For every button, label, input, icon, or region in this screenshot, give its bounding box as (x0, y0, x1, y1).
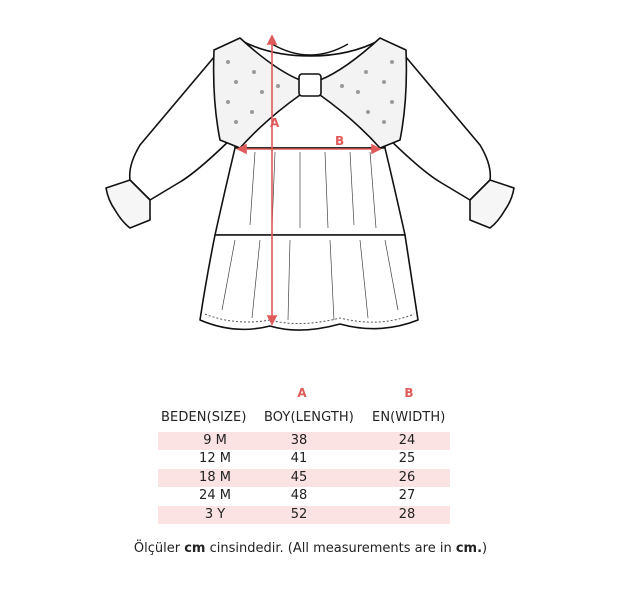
cell-length: 41 (290, 451, 308, 466)
column-letter-b: B (404, 386, 414, 400)
header-width: EN(WIDTH) (372, 410, 446, 425)
measure-label-b: B (335, 134, 345, 148)
note-unit: cm (184, 541, 206, 556)
cell-width: 25 (398, 451, 416, 466)
cell-size: 9 M (203, 433, 227, 448)
note-middle: cinsindedir. (All measurements are in (205, 541, 456, 556)
table-row (158, 506, 450, 524)
cell-size: 12 M (199, 451, 231, 466)
header-size: BEDEN(SIZE) (161, 410, 247, 425)
cell-width: 26 (398, 470, 416, 485)
note-unit-2: cm. (455, 541, 483, 556)
cell-length: 45 (290, 470, 308, 485)
cell-length: 38 (290, 433, 308, 448)
measurement-note (0, 541, 621, 556)
cell-length: 52 (290, 507, 308, 522)
table-row (158, 450, 450, 468)
cell-width: 24 (398, 433, 416, 448)
cell-length: 48 (290, 488, 308, 503)
column-letter-a: A (297, 386, 307, 400)
cell-width: 28 (398, 507, 416, 522)
note-prefix: Ölçüler (133, 541, 185, 556)
cell-size: 24 M (199, 488, 231, 503)
table-row (158, 487, 450, 505)
header-length: BOY(LENGTH) (264, 410, 354, 425)
table-row (158, 432, 450, 450)
cell-width: 27 (398, 488, 416, 503)
cell-size: 18 M (199, 470, 231, 485)
measure-label-a: A (270, 116, 280, 130)
cell-size: 3 Y (204, 507, 226, 522)
table-row (158, 469, 450, 487)
note-suffix: ) (482, 541, 488, 556)
